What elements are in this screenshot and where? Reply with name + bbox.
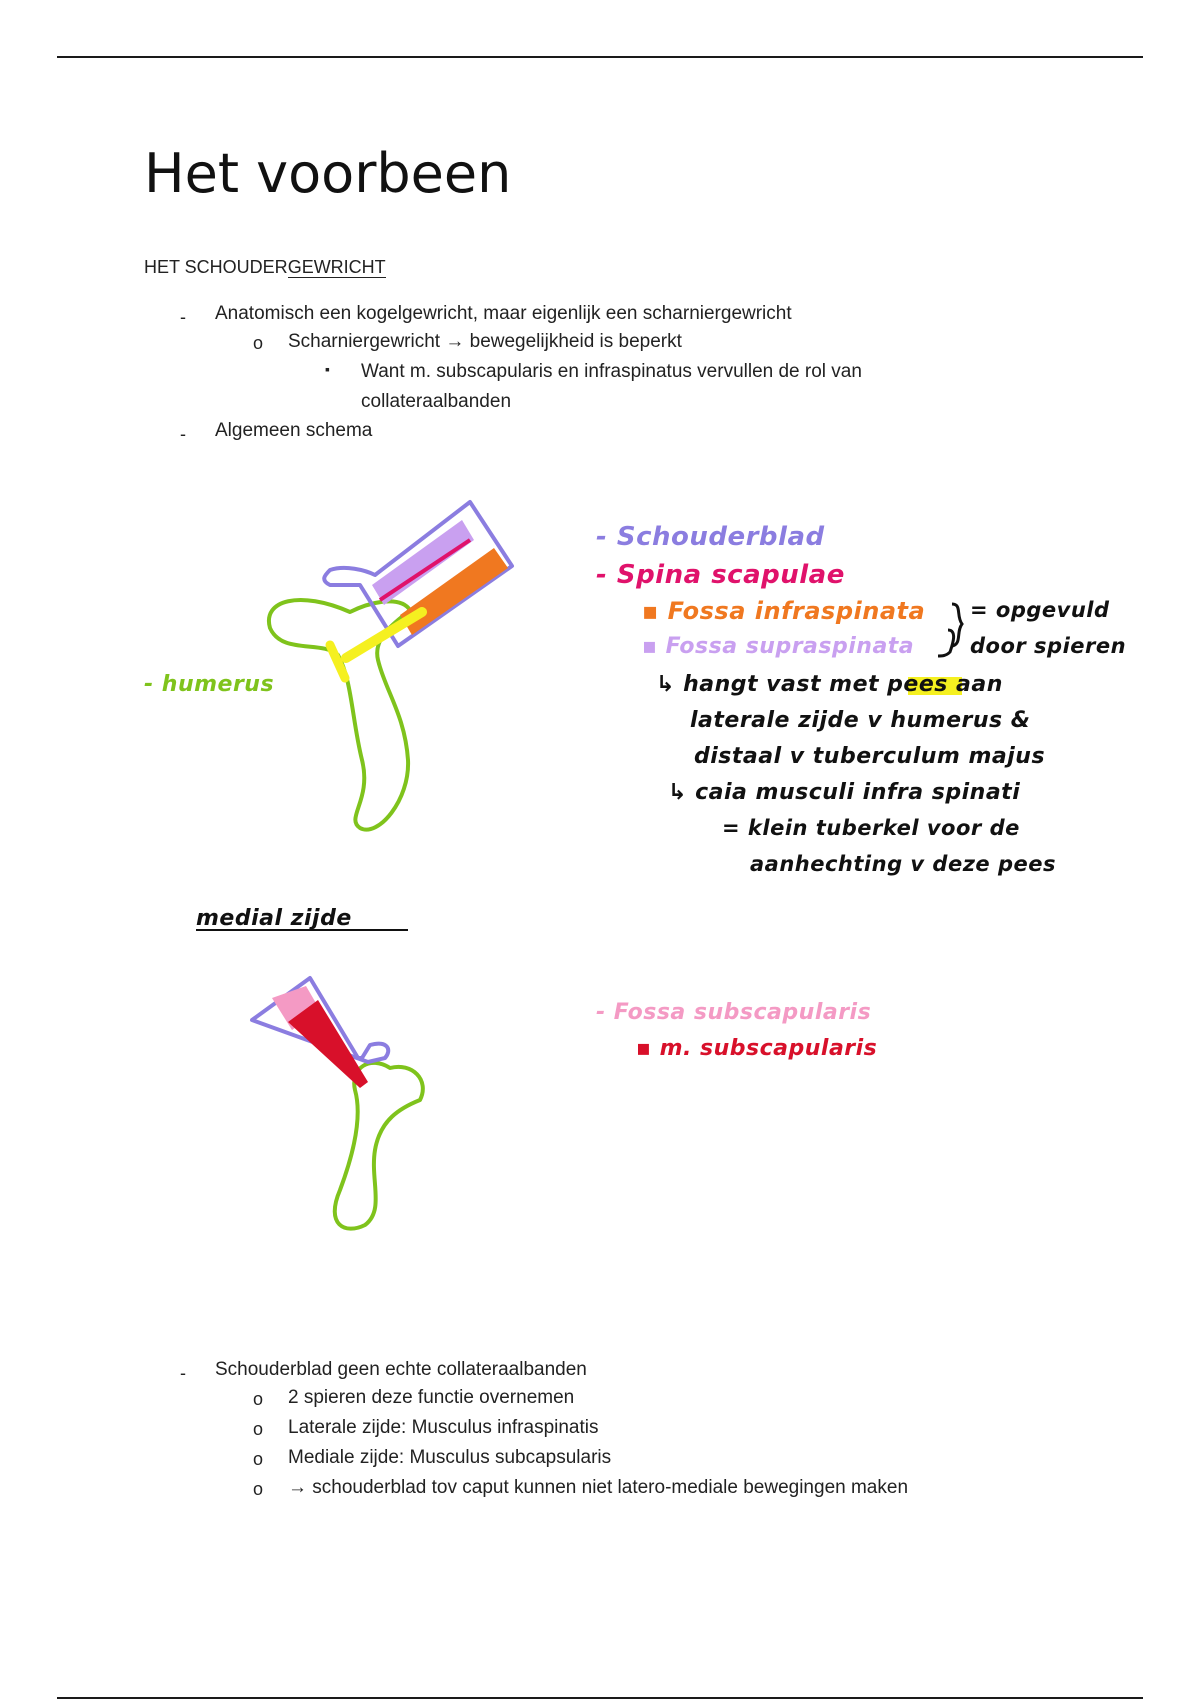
page-title: Het voorbeen (144, 142, 512, 205)
section-heading-part1: HET SCHOUDER (144, 257, 288, 277)
list-bullet: ▪ (325, 361, 330, 377)
list-item: Want m. subscapularis en infraspinatus vervullen de rol van (361, 361, 862, 382)
list-item: → schouderblad tov caput kunnen niet latero-mediale bewegingen maken (288, 1477, 909, 1498)
label-fossa-supraspinata: ▪ Fossa supraspinata (642, 634, 915, 659)
note-distaal: distaal v tuberculum majus (694, 744, 1046, 769)
humerus-outline-2 (335, 1063, 423, 1229)
note-hangt-vast: ↳ hangt vast met pees aan (656, 672, 1003, 697)
label-spina-scapulae: - Spina scapulae (596, 560, 845, 590)
list-bullet: - (180, 307, 186, 327)
label-schouderblad: - Schouderblad (596, 522, 825, 552)
label-fossa-subscapularis: - Fossa subscapularis (596, 1000, 872, 1025)
brace-2 (938, 630, 954, 656)
list-item: Algemeen schema (215, 420, 373, 441)
label-door-spieren: door spieren (970, 634, 1127, 658)
label-fossa-infraspinata: ▪ Fossa infraspinata (642, 597, 926, 625)
list-item: Anatomisch een kogelgewricht, maar eigenlijk een scharniergewricht (215, 303, 792, 324)
list-item: collateraalbanden (361, 391, 512, 412)
label-opgevuld: = opgevuld (970, 598, 1110, 622)
list-bullet: o (253, 1389, 264, 1409)
label-humerus: - humerus (144, 672, 275, 697)
list-bullet: o (253, 333, 264, 353)
note-aanhechting: aanhechting v deze pees (750, 852, 1056, 876)
footer-rule (57, 1697, 1143, 1699)
note-caia: ↳ caia musculi infra spinati (668, 780, 1021, 805)
section-heading-part2: GEWRICHT (287, 257, 386, 277)
list-item: 2 spieren deze functie overnemen (288, 1387, 575, 1408)
list-item: Laterale zijde: Musculus infraspinatis (288, 1417, 599, 1438)
list-item: Mediale zijde: Musculus subcapsularis (288, 1447, 612, 1468)
label-m-subscapularis: ▪ m. subscapularis (636, 1036, 878, 1061)
list-bullet: o (253, 1419, 264, 1439)
list-bullet: - (180, 424, 186, 444)
list-bullet: o (253, 1449, 264, 1469)
list-item: Scharniergewricht → bewegelijkheid is beperkt (288, 331, 682, 352)
label-medial-zijde: medial zijde (196, 906, 352, 931)
list-bullet: - (180, 1363, 186, 1383)
subscapularis-fill (288, 1000, 368, 1088)
note-klein-tuberkel: = klein tuberkel voor de (722, 816, 1020, 840)
list-bullet: o (253, 1479, 264, 1499)
list-item: Schouderblad geen echte collateraalbanden (215, 1359, 587, 1380)
note-laterale-zijde: laterale zijde v humerus & (690, 708, 1031, 733)
